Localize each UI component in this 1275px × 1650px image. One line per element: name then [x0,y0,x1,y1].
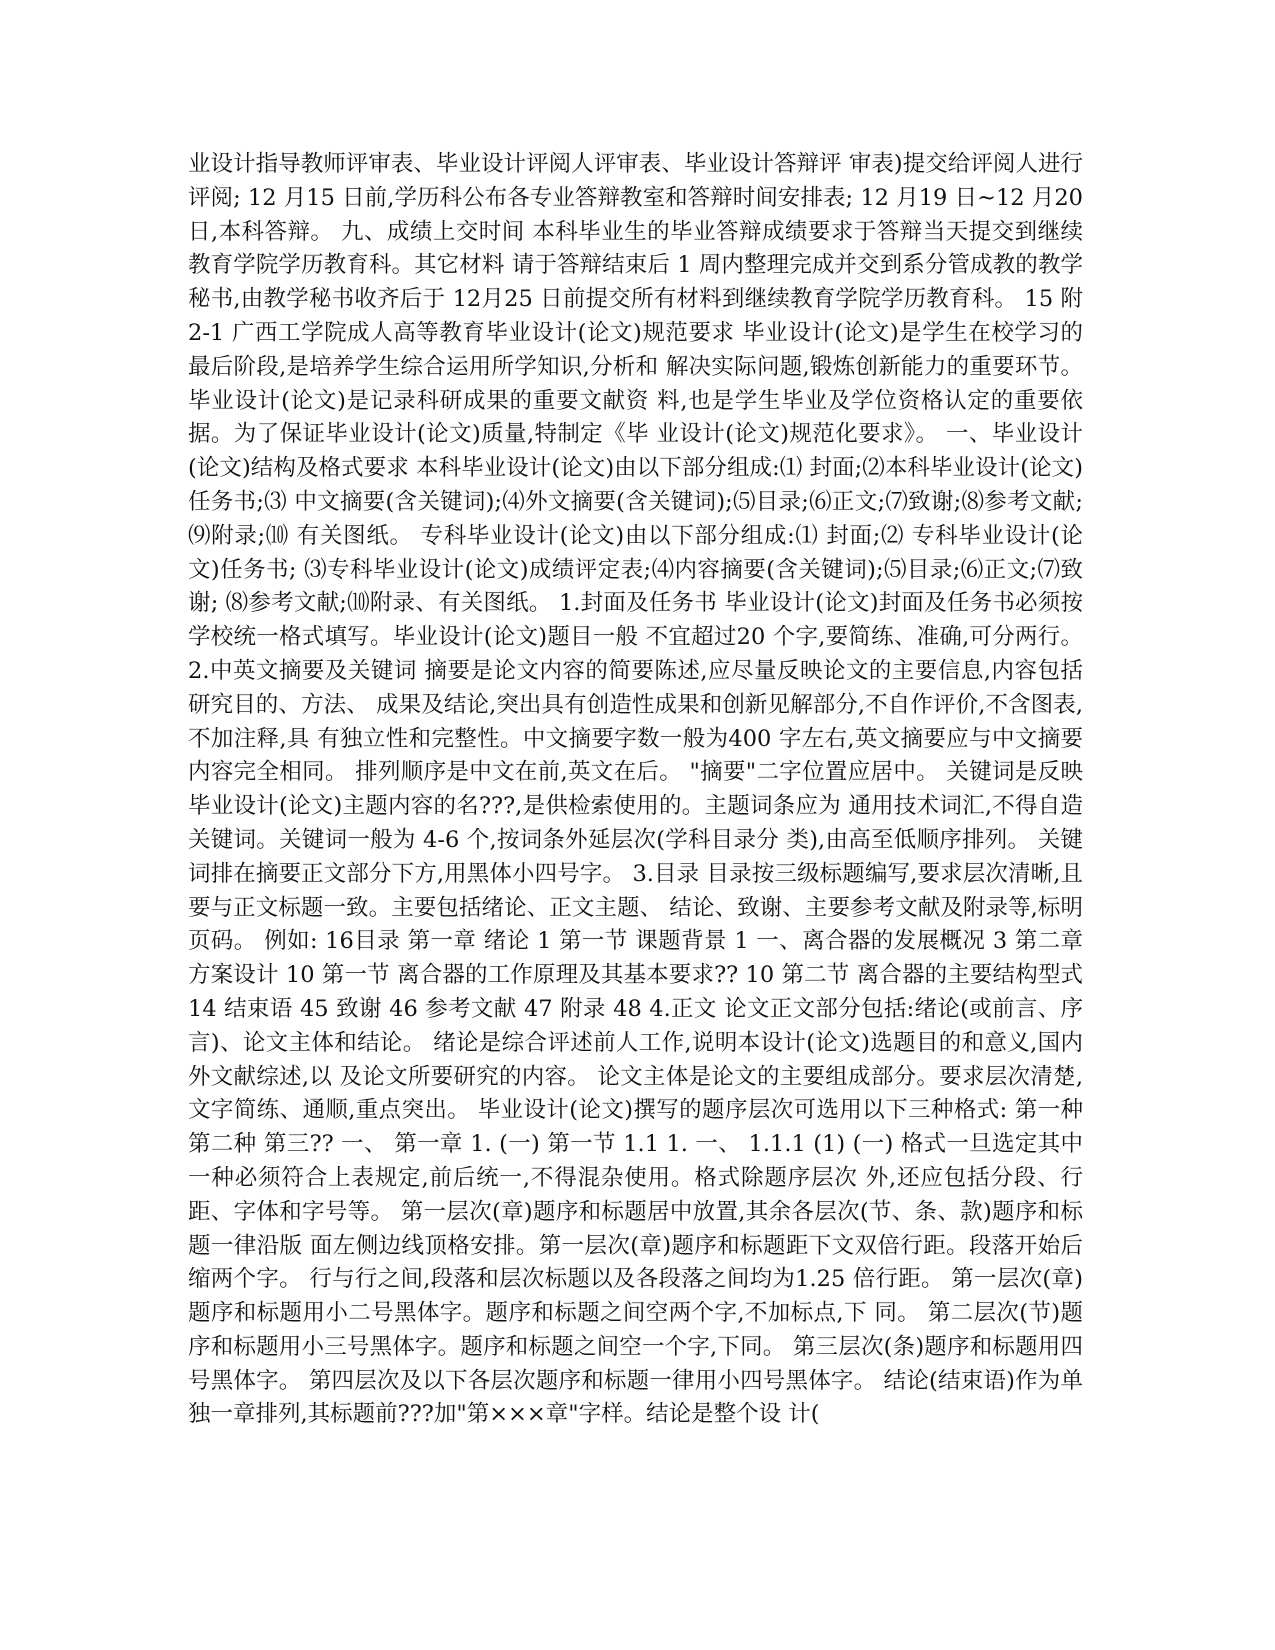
document-body-text: 业设计指导教师评审表、毕业设计评阅人评审表、毕业设计答辩评 审表)提交给评阅人进行评阅; 12 月15 日前,学历科公布各专业答辩教室和答辩时间安排表; 12 月19 日~12 月20 日,本科答辩。 九、成绩上交时间 本科毕业生的毕业答辩成绩要求于答辩当天提交到继续教育学院学历教育科。其它材料 请于答辩结束后 1 周内整理完成并交到系分管成教的教学秘书,由教学秘书收齐后于 12月25 日前提交所有材料到继续教育学院学历教育科。 15 附2-1 广西工学院成人高等教育毕业设计(论文)规范要求 毕业设计(论文)是学生在校学习的最后阶段,是培养学生综合运用所学知识,分析和 解决实际问题,锻炼创新能力的重要环节。毕业设计(论文)是记录科研成果的重要文献资 料,也是学生毕业及学位资格认定的重要依据。为了保证毕业设计(论文)质量,特制定《毕 业设计(论文)规范化要求》。 一、毕业设计(论文)结构及格式要求 本科毕业设计(论文)由以下部分组成:⑴ 封面;⑵本科毕业设计(论文)任务书;⑶ 中文摘要(含关键词);⑷外文摘要(含关键词);⑸目录;⑹正文;⑺致谢;⑻参考文献;⑼附录;⑽ 有关图纸。 专科毕业设计(论文)由以下部分组成:⑴ 封面;⑵ 专科毕业设计(论文)任务书; ⑶专科毕业设计(论文)成绩评定表;⑷内容摘要(含关键词);⑸目录;⑹正文;⑺致谢; ⑻参考文献;⑽附录、有关图纸。 1.封面及任务书 毕业设计(论文)封面及任务书必须按学校统一格式填写。毕业设计(论文)题目一般 不宜超过20 个字,要简练、准确,可分两行。 2.中英文摘要及关键词 摘要是论文内容的简要陈述,应尽量反映论文的主要信息,内容包括研究目的、方法、 成果及结论,突出具有创造性成果和创新见解部分,不自作评价,不含图表,不加注释,具 有独立性和完整性。中文摘要字数一般为400 字左右,英文摘要应与中文摘要内容完全相同。 排列顺序是中文在前,英文在后。 "摘要"二字位置应居中。 关键词是反映毕业设计(论文)主题内容的名???,是供检索使用的。主题词条应为 通用技术词汇,不得自造关键词。关键词一般为 4-6 个,按词条外延层次(学科目录分 类),由高至低顺序排列。 关键词排在摘要正文部分下方,用黑体小四号字。 3.目录 目录按三级标题编写,要求层次清晰,且要与正文标题一致。主要包括绪论、正文主题、 结论、致谢、主要参考文献及附录等,标明页码。 例如: 16目录 第一章 绪论 1 第一节 课题背景 1 一、离合器的发展概况 3 第二章 方案设计 10 第一节 离合器的工作原理及其基本要求?? 10 第二节 离合器的主要结构型式 14 结束语 45 致谢 46 参考文献 47 附录 48 4.正文 论文正文部分包括:绪论(或前言、序言)、论文主体和结论。 绪论是综合评述前人工作,说明本设计(论文)选题目的和意义,国内外文献综述,以 及论文所要研究的内容。 论文主体是论文的主要组成部分。要求层次清楚,文字简练、通顺,重点突出。 毕业设计(论文)撰写的题序层次可选用以下三种格式: 第一种 第二种 第三?? 一、 第一章 1. (一) 第一节 1.1 1. 一、 1.1.1 (1) (一) 格式一旦选定其中一种必须符合上表规定,前后统一,不得混杂使用。格式除题序层次 外,还应包括分段、行距、字体和字号等。 第一层次(章)题序和标题居中放置,其余各层次(节、条、款)题序和标题一律沿版 面左侧边线顶格安排。第一层次(章)题序和标题距下文双倍行距。段落开始后缩两个字。 行与行之间,段落和层次标题以及各段落之间均为1.25 倍行距。 第一层次(章)题序和标题用小二号黑体字。题序和标题之间空两个字,不加标点,下 同。 第二层次(节)题序和标题用小三号黑体字。题序和标题之间空一个字,下同。 第三层次(条)题序和标题用四号黑体字。 第四层次及以下各层次题序和标题一律用小四号黑体字。 结论(结束语)作为单独一章排列,其标题前???加"第×××章"字样。结论是整个设 计( [188,151,1083,1428]
